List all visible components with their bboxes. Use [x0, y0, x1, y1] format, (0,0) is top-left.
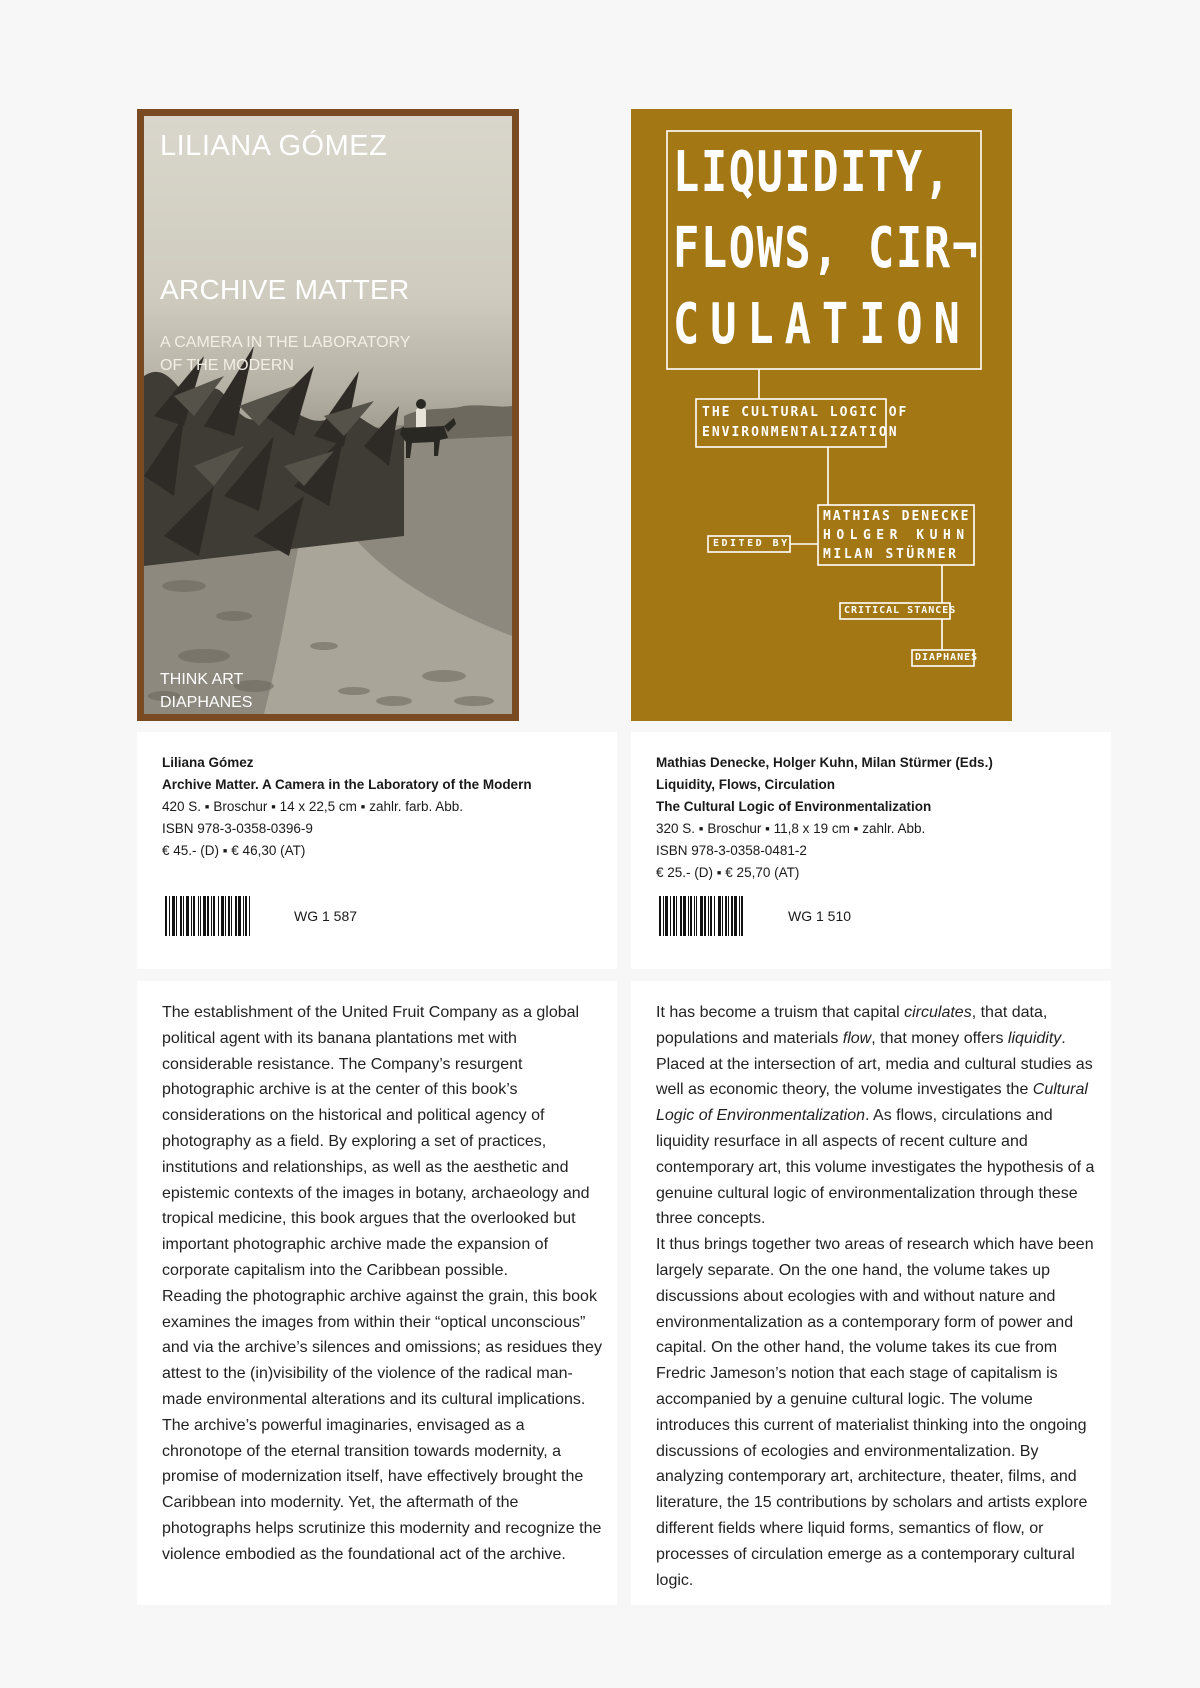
- text-run: , that money offers: [871, 1029, 1008, 1047]
- book-description-card-1: [137, 981, 617, 1605]
- cover-publisher: DIAPHANES: [915, 652, 979, 663]
- cover-title-line: FLOWS, CIR¬: [673, 216, 980, 281]
- book-details: [162, 752, 602, 862]
- text-run: . Placed at the intersection of art, media and cultural studies as well as economic theory, the volume investigates the: [656, 1029, 1093, 1099]
- text-run: . As flows, circulations and liquidity resurface in all aspects of recent culture and contemporary art, this volume investigates the hypothesis of a genuine cultural logic of environmentalization through these three concepts.: [656, 1107, 1095, 1228]
- cover-title: ARCHIVE MATTER: [160, 274, 410, 305]
- barcode-icon: [165, 896, 250, 936]
- book-isbn: ISBN 978-3-0358-0481-2: [656, 843, 807, 858]
- cover-series: CRITICAL STANCES: [844, 605, 957, 616]
- book-info-card-1: [137, 732, 617, 969]
- description-paragraph: [656, 1000, 1098, 1232]
- cover-publisher-name: DIAPHANES: [160, 694, 253, 711]
- cover-subtitle-line: THE CULTURAL LOGIC OF: [702, 405, 909, 420]
- description-paragraph: Reading the photographic archive against the grain, this book examines the images from within their “optical unconscious” and via the archive’s silences and omissions; as residues they attest to the (in)visibility of the violence of the radical man-made environmental alterations and its cultural implications. The archive’s powerful imaginaries, envisaged as a chronotope of the eternal transition towards modernity, a promise of modernization itself, have effectively brought the Caribbean into modernity. Yet, the aftermath of the photographs helps scrutinize this modernity and recognize the violence embodied as the foundational act of the archive.: [162, 1287, 602, 1563]
- cover-editor: MATHIAS DENECKE: [823, 509, 971, 524]
- book-description: [656, 1000, 1098, 1593]
- book-specs: 320 S. ▪ Broschur ▪ 11,8 x 19 cm ▪ zahlr. Abb.: [656, 821, 926, 836]
- book-cover-liquidity: [631, 109, 1012, 721]
- cover-subtitle: [160, 331, 460, 377]
- wg-code: WG 1 510: [788, 908, 852, 924]
- book-description-card-2: [631, 981, 1111, 1605]
- book-author: Liliana Gómez: [162, 755, 254, 770]
- description-paragraph: It thus brings together two areas of research which have been largely separate. On the one hand, the volume takes up discussions about ecologies with and without nature and environmentalization as a contemporary form of power and capital. On the other hand, the volume takes its cue from Fredric Jameson’s notion that each stage of capitalism is accompanied by a genuine cultural logic. The volume introduces this current of materialist thinking into the ongoing discussions of ecologies and environmentalization. By analyzing contemporary art, architecture, theater, films, and literature, the 15 contributions by scholars and artists explore different fields where liquid forms, semantics of flow, or processes of circulation emerge as a contemporary cultural logic.: [656, 1236, 1094, 1589]
- cover-subtitle-line: OF THE MODERN: [160, 357, 294, 374]
- book-info-card-2: [631, 732, 1111, 969]
- barcode-icon: [659, 896, 743, 936]
- cover-subtitle-line: A CAMERA IN THE LABORATORY: [160, 334, 411, 351]
- book-title: Liquidity, Flows, Circulation: [656, 777, 836, 792]
- book-details: [656, 752, 1096, 884]
- italic-term: circulates: [904, 1004, 972, 1021]
- book-cover-archive-matter: [137, 109, 519, 721]
- description-paragraph: The establishment of the United Fruit Company as a global political agent with its banana plantations met with considerable resistance. The Company’s resurgent photographic archive is at the center of this book’s considerations on the historical and political agency of photography as a field. By exploring a set of practices, institutions and relationships, as well as the aesthetic and epistemic contexts of the images in botany, archaeology and tropical medicine, this book argues that the overlooked but important photographic archive made the expansion of corporate capitalism into the Caribbean possible.: [162, 1004, 590, 1279]
- book-title: Archive Matter. A Camera in the Laboratory of the Modern: [162, 777, 532, 792]
- cover-author: LILIANA GÓMEZ: [160, 130, 388, 162]
- cover-publisher: [160, 668, 252, 714]
- cover-title-line: CULATION: [673, 292, 971, 357]
- book-editors: Mathias Denecke, Holger Kuhn, Milan Stürmer (Eds.): [656, 755, 993, 770]
- cover-subtitle-line: ENVIRONMENTALIZATION: [702, 425, 899, 440]
- book-description: [162, 1000, 604, 1568]
- book-subtitle: The Cultural Logic of Environmentalization: [656, 799, 932, 814]
- cover-editor: HOLGER KUHN: [823, 528, 970, 543]
- cover-edited-by: EDITED BY: [713, 538, 790, 549]
- cover-subtitle: [702, 403, 908, 443]
- banana-plantation-photo: [144, 116, 512, 714]
- text-run: , that data, populations and materials: [656, 1004, 1048, 1047]
- italic-term: liquidity: [1007, 1029, 1062, 1047]
- book-price: € 45.- (D) ▪ € 46,30 (AT): [162, 843, 306, 858]
- cover-series: THINK ART: [160, 671, 244, 688]
- cover-photo-frame: [144, 116, 512, 714]
- wg-code: WG 1 587: [294, 908, 358, 924]
- cover-editor: MILAN STÜRMER: [823, 547, 959, 562]
- text-run: It has become a truism that capital: [656, 1004, 905, 1021]
- cover-editors: [823, 507, 970, 564]
- book-price: € 25.- (D) ▪ € 25,70 (AT): [656, 865, 800, 880]
- book-specs: 420 S. ▪ Broschur ▪ 14 x 22,5 cm ▪ zahlr. farb. Abb.: [162, 799, 464, 814]
- italic-term: Cultural Logic of Environmentalization: [656, 1081, 1088, 1125]
- italic-term: flow: [842, 1029, 872, 1047]
- cover-title-line: LIQUIDITY,: [673, 140, 952, 205]
- book-isbn: ISBN 978-3-0358-0396-9: [162, 821, 313, 836]
